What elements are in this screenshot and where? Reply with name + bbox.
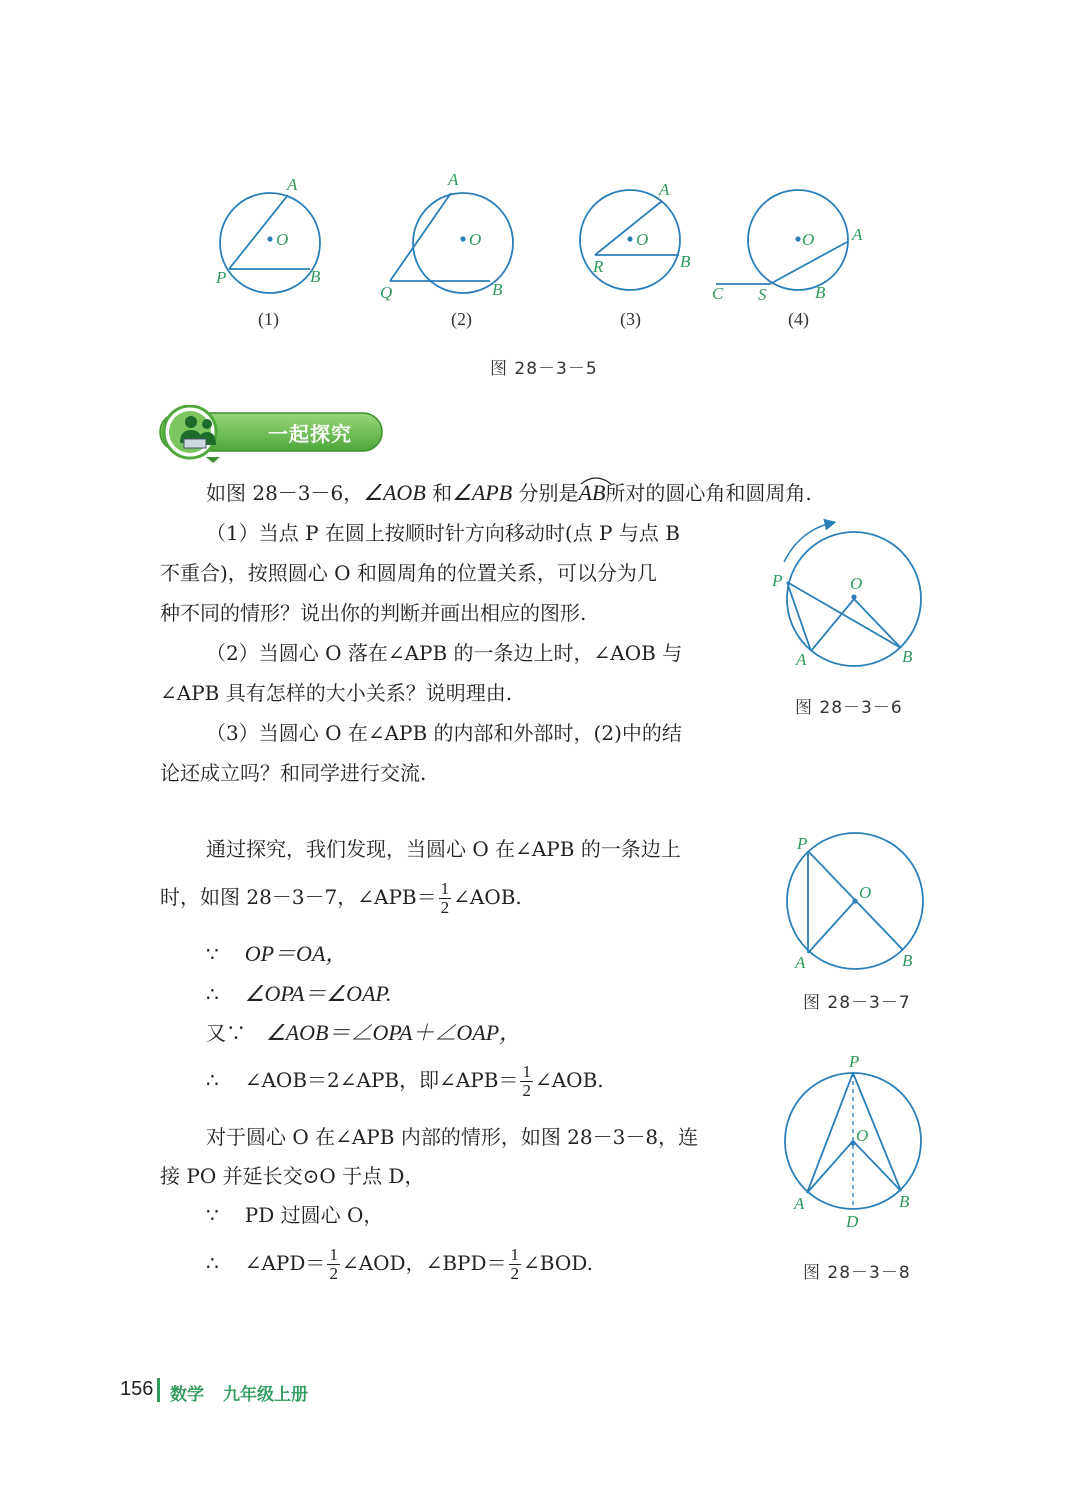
- fraction-half: $\frac{1}{2}$: [440, 879, 450, 917]
- fig5-label-B4: B: [815, 283, 826, 302]
- fig5-label-P: P: [216, 268, 227, 287]
- fig8-label-P: P: [849, 1052, 860, 1071]
- question-1-line-1: （1）当点 P 在圆上按顺时针方向移动时(点 P 与点 B: [206, 521, 680, 545]
- fig5-label-B3: B: [680, 252, 691, 271]
- question-3-line-2: 论还成立吗？和同学进行交流.: [160, 761, 427, 785]
- fig5-label-A3: A: [659, 180, 670, 199]
- fig5-sub-2: (2): [451, 309, 472, 329]
- fig5-label-O4: O: [802, 230, 815, 249]
- figure-28-3-5: [200, 165, 880, 310]
- fig5-label-A1: A: [287, 175, 298, 194]
- proof-step-4: ∴ ∠AOB＝2∠APB，即∠APB＝ $\frac{1}{2}$ ∠AOB.: [206, 1062, 604, 1100]
- fig5-sub-1: (1): [258, 309, 279, 329]
- fig5-sub-3: (3): [620, 309, 641, 329]
- proof-para-1-line-2: 时，如图 28－3－7，∠APB＝ $\frac{1}{2}$ ∠AOB.: [160, 879, 522, 917]
- proof-step-5: ∵ PD 过圆心 O，: [206, 1203, 384, 1227]
- proof-step-2: ∴ ∠OPA＝∠OAP.: [206, 981, 392, 1006]
- fig5-label-C: C: [712, 284, 724, 303]
- fig5-label-B1: B: [310, 267, 321, 286]
- proof-step-1: ∵ OP＝OA，: [206, 941, 348, 966]
- fig5-label-O2: O: [469, 230, 482, 249]
- question-2-line-1: （2）当圆心 O 落在∠APB 的一条边上时，∠AOB 与: [206, 641, 683, 665]
- fig7-label-O: O: [859, 883, 872, 902]
- fig5-label-B2: B: [492, 280, 503, 299]
- fig8-label-A: A: [794, 1194, 805, 1213]
- proof-para-1-line-1: 通过探究，我们发现，当圆心 O 在∠APB 的一条边上: [206, 837, 681, 861]
- question-1-line-2: 不重合)，按照圆心 O 和圆周角的位置关系，可以分为几: [160, 561, 657, 585]
- fig7-label-A: A: [795, 953, 806, 972]
- fig5-label-R: R: [593, 257, 604, 276]
- fig8-label-B: B: [899, 1192, 910, 1211]
- fig7-label-B: B: [902, 951, 913, 970]
- footer-subject: 数学: [170, 1385, 204, 1405]
- fig5-label-O3: O: [636, 230, 649, 249]
- question-1-line-3: 种不同的情形？说出你的判断并画出相应的图形.: [160, 601, 587, 625]
- fig5-label-S: S: [758, 285, 767, 304]
- fig5-label-A4: A: [852, 225, 863, 244]
- proof-step-6: ∴ ∠APD＝ $\frac{1}{2}$ ∠AOD，∠BPD＝ $\frac{1}{2}$ ∠BOD.: [206, 1245, 593, 1283]
- footer-divider: [157, 1378, 160, 1402]
- fig8-caption: 图 28－3－8: [803, 1263, 911, 1283]
- explore-intro: 如图 28－3－6，∠AOB 和∠APB 分别是 AB所对的圆心角和圆周角.: [206, 480, 812, 505]
- fig5-sub-4: (4): [788, 309, 809, 329]
- fig5-caption: 图 28－3－5: [490, 359, 598, 379]
- fig5-label-Q: Q: [380, 283, 393, 302]
- fig6-caption: 图 28－3－6: [795, 698, 903, 718]
- fig5-label-A2: A: [448, 170, 459, 189]
- question-2-line-2: ∠APB 具有怎样的大小关系？说明理由.: [160, 681, 513, 705]
- fig5-label-O1: O: [276, 230, 289, 249]
- fig6-label-P: P: [772, 571, 783, 590]
- proof-step-3: 又∵ ∠AOB＝∠OPA＋∠OAP，: [206, 1020, 522, 1045]
- section-title: 一起探究: [268, 422, 352, 446]
- fig6-label-A: A: [796, 650, 807, 669]
- page-number: 156: [120, 1378, 154, 1400]
- fig6-label-B: B: [902, 647, 913, 666]
- question-3-line-1: （3）当圆心 O 在∠APB 的内部和外部时，(2)中的结: [206, 721, 682, 745]
- fig7-label-P: P: [797, 834, 808, 853]
- footer-grade: 九年级上册: [223, 1385, 308, 1405]
- fig8-label-O: O: [856, 1126, 869, 1145]
- proof-para-2-line-1: 对于圆心 O 在∠APB 内部的情形，如图 28－3－8，连: [206, 1125, 699, 1149]
- fig7-caption: 图 28－3－7: [803, 993, 911, 1013]
- proof-para-2-line-2: 接 PO 并延长交⊙O 于点 D，: [160, 1164, 425, 1188]
- fig6-label-O: O: [850, 574, 863, 593]
- people-icon: [176, 413, 222, 453]
- fig8-label-D: D: [846, 1212, 859, 1231]
